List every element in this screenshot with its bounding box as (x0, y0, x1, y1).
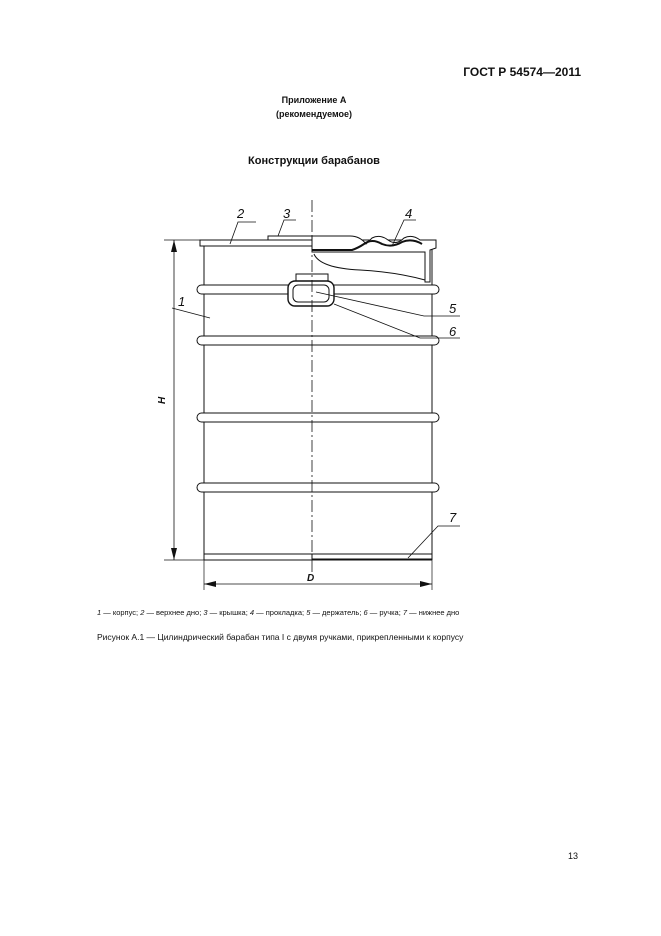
callout-6: 6 (449, 324, 457, 339)
legend-text-7: — нижнее дно (407, 608, 460, 617)
rolling-hoop-4 (197, 483, 439, 492)
legend-text-3: — крышка; (207, 608, 250, 617)
leader-5 (316, 292, 460, 316)
rolling-hoop-2 (197, 336, 439, 345)
diameter-label: D (307, 573, 315, 584)
cap (268, 236, 312, 240)
section-title: Конструкции барабанов (248, 155, 380, 167)
legend-text-6: — ручка; (367, 608, 403, 617)
legend-text-1: — корпус; (101, 608, 141, 617)
callout-5: 5 (449, 301, 457, 316)
legend-num-3: 3 (203, 608, 208, 617)
legend-num-1: 1 (97, 608, 102, 617)
legend-text-5: — держатель; (310, 608, 364, 617)
cutaway-section (312, 236, 436, 282)
legend-text-4: — прокладка; (254, 608, 307, 617)
legend-text-2: — верхнее дно; (144, 608, 204, 617)
appendix-title: Приложение А (281, 95, 347, 105)
figure-caption: Рисунок А.1 — Цилиндрический барабан типа I с двумя ручками, прикрепленными к корпусу (97, 632, 464, 642)
figure-legend (97, 608, 459, 617)
height-arrow-bottom (171, 548, 177, 560)
callout-2: 2 (237, 206, 245, 221)
height-arrow-top (171, 240, 177, 252)
diameter-arrow-left (204, 581, 216, 587)
leader-3 (278, 220, 296, 236)
legend-num-4: 4 (249, 608, 255, 617)
callout-1: 1 (178, 294, 186, 309)
callout-3: 3 (283, 206, 291, 221)
diameter-arrow-right (420, 581, 432, 587)
callout-4: 4 (405, 206, 413, 221)
standard-code: ГОСТ Р 54574—2011 (463, 65, 581, 79)
leader-7 (408, 526, 460, 558)
page-number: 13 (568, 851, 579, 861)
cutaway-break-line (314, 254, 425, 280)
callout-7: 7 (449, 510, 457, 525)
leader-6 (334, 304, 460, 338)
legend-num-6: 6 (363, 608, 368, 617)
appendix-status: (рекомендуемое) (276, 109, 352, 119)
legend-num-5: 5 (306, 608, 311, 617)
height-label: H (157, 396, 168, 404)
bottom-section-hatch (312, 554, 432, 559)
legend-num-2: 2 (140, 608, 145, 617)
legend-num-7: 7 (402, 608, 408, 617)
rolling-hoop-3 (197, 413, 439, 422)
